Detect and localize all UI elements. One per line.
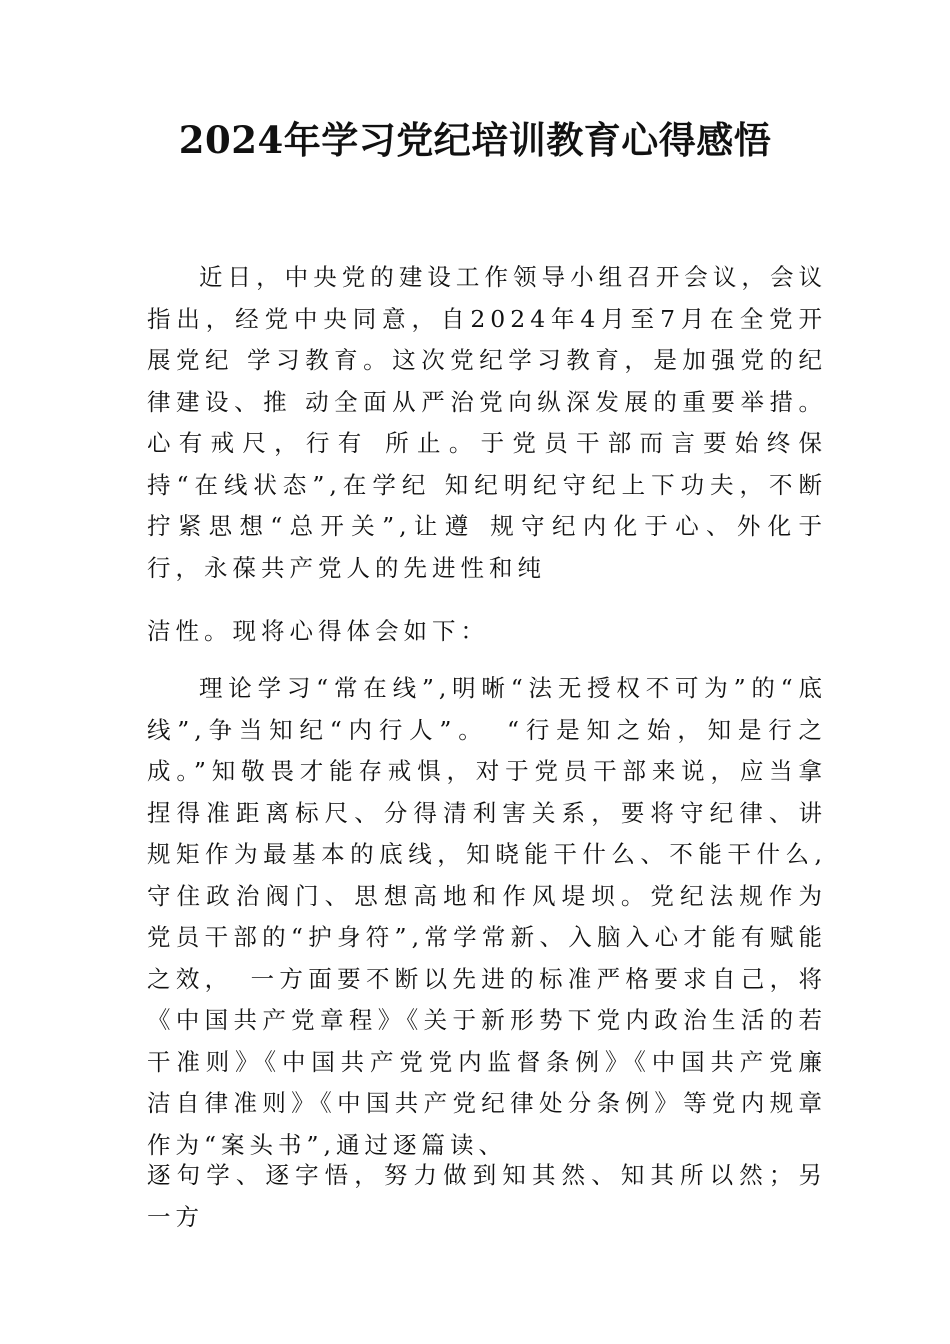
- paragraph-intro: 近日，中央党的建设工作领导小组召开会议，会议指出，经党中央同意，自2024年4月至7月在全党开展党纪 学习教育。这次党纪学习教育，是加强党的纪律建设、推 动全面从严治党向纵深发展的重要举措。心有戒尺，行有 所止。于党员干部而言要始终保持“在线状态”,在学纪 知纪明纪守纪上下功夫，不断拧紧思想“总开关”,让遵 规守纪内化于心、外化于行，永葆共产党人的先进性和纯: [147, 263, 827, 582]
- paragraph-theory-study-continued: 逐句学、逐字悟，努力做到知其然、知其所以然；另一方: [147, 1161, 827, 1231]
- paragraph-intro-continued: 洁性。现将心得体会如下：: [147, 617, 489, 645]
- document-title: 2024年学习党纪培训教育心得感悟: [178, 118, 772, 162]
- paragraph-theory-study: 理论学习“常在线”,明晰“法无授权不可为”的“底线”,争当知纪“内行人”。 “行是知之始，知是行之成。”知敬畏才能存戒惧，对于党员干部来说，应当拿捏得准距离标尺、分得清利害关系，要将守纪律、讲规矩作为最基本的底线，知晓能干什么、不能干什么,守住政治阀门、思想高地和作风堤坝。党纪法规作为党员干部的“护身符”,常学常新、入脑入心才能有赋能之效， 一方面要不断以先进的标准严格要求自己，将《中国共产党章程》《关于新形势下党内政治生活的若干准则》《中国共产党党内监督条例》《中国共产党廉洁自律准则》《中国共产党纪律处分条例》等党内规章作为“案头书”,通过逐篇读、: [147, 674, 827, 1159]
